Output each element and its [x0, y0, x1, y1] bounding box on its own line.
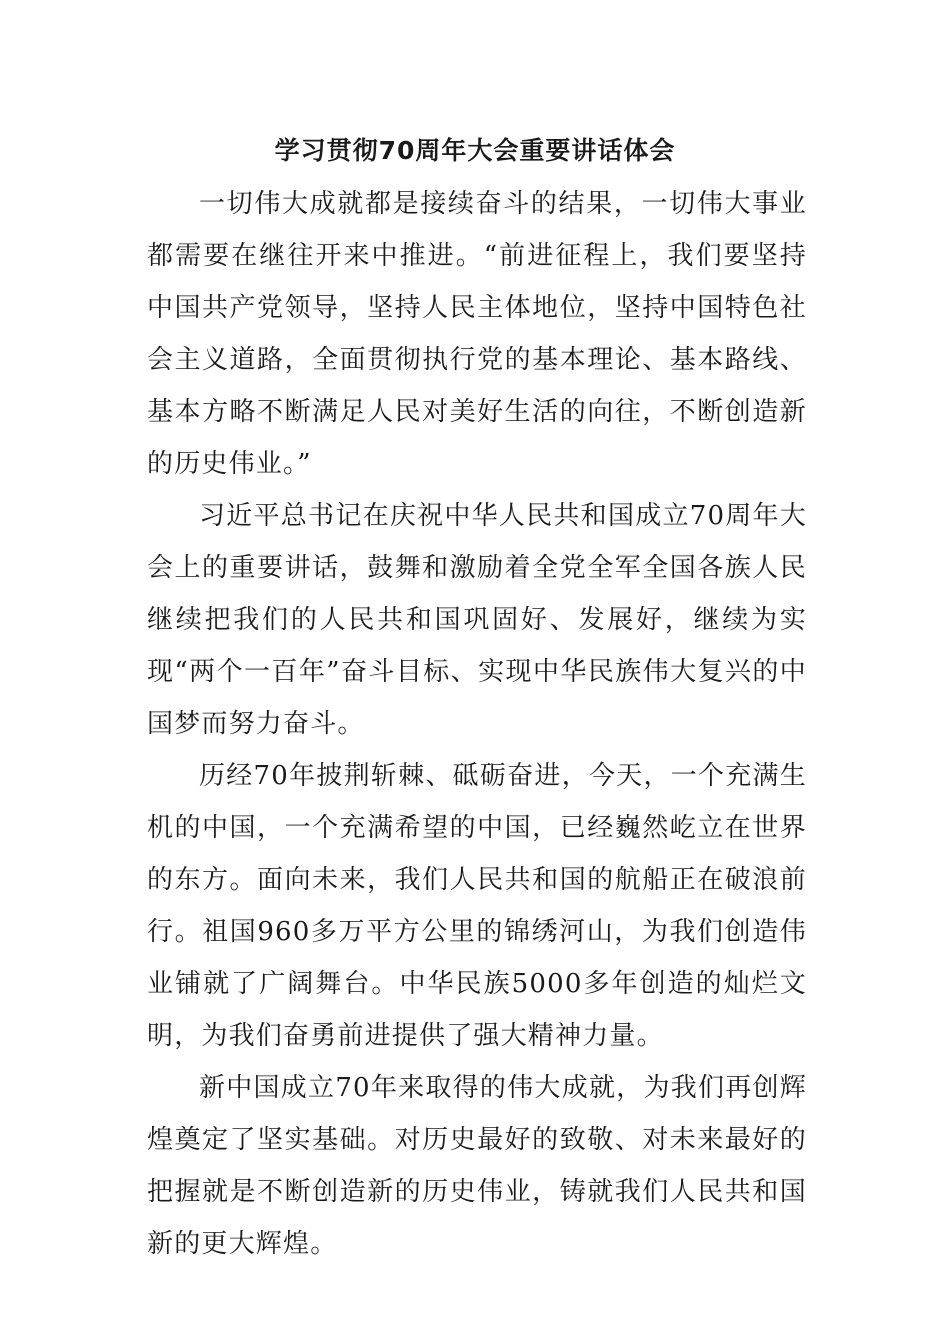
paragraph-1: 一切伟大成就都是接续奋斗的结果，一切伟大事业都需要在继往开来中推进。“前进征程上，我们要坚持中国共产党领导，坚持人民主体地位，坚持中国特色社会主义道路，全面贯彻执行党的基本理论、基本路线、基本方略不断满足人民对美好生活的向往，不断创造新的历史伟业。” — [147, 189, 807, 479]
document-body — [147, 178, 807, 1270]
paragraph-2: 习近平总书记在庆祝中华人民共和国成立70周年大会上的重要讲话，鼓舞和激励着全党全军全国各族人民继续把我们的人民共和国巩固好、发展好，继续为实现“两个一百年”奋斗目标、实现中华民族伟大复兴的中国梦而努力奋斗。 — [147, 501, 807, 739]
paragraph-4: 新中国成立70年来取得的伟大成就，为我们再创辉煌奠定了坚实基础。对历史最好的致敬、对未来最好的把握就是不断创造新的历史伟业，铸就我们人民共和国新的更大辉煌。 — [147, 1073, 807, 1259]
document-title: 学习贯彻70周年大会重要讲话体会 — [274, 136, 676, 165]
paragraph-3: 历经70年披荆斩棘、砥砺奋进，今天，一个充满生机的中国，一个充满希望的中国，已经巍然屹立在世界的东方。面向未来，我们人民共和国的航船正在破浪前行。祖国960多万平方公里的锦绣河山，为我们创造伟业铺就了广阔舞台。中华民族5000多年创造的灿烂文明，为我们奋勇前进提供了强大精神力量。 — [147, 761, 807, 1051]
